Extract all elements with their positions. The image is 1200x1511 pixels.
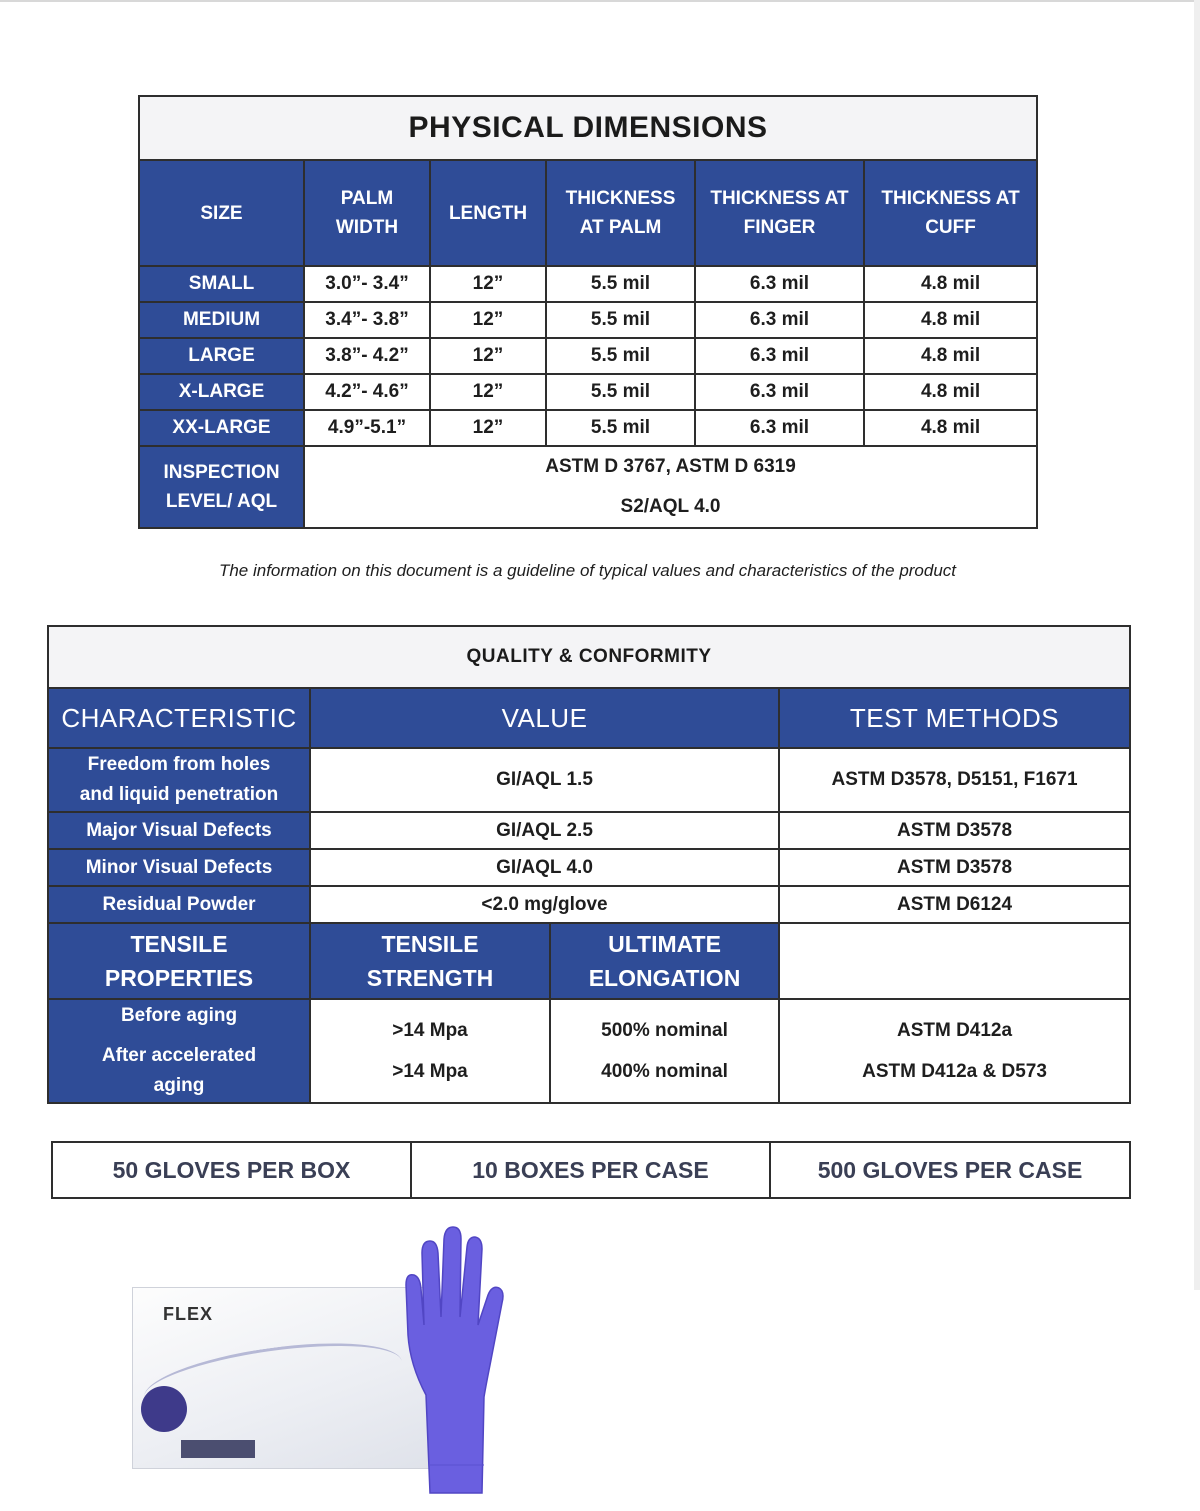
thickness-cuff-cell: 4.8 mil bbox=[864, 266, 1037, 302]
gloves-per-box: 50 GLOVES PER BOX bbox=[52, 1142, 411, 1198]
glove-box-image bbox=[132, 1287, 434, 1469]
table-row bbox=[48, 812, 1130, 849]
palm-width-cell: 4.2”- 4.6” bbox=[304, 374, 430, 410]
inspection-label-line2: LEVEL/ AQL bbox=[165, 491, 278, 512]
characteristic-cell: Major Visual Defects bbox=[48, 812, 310, 849]
disclaimer-note: The information on this document is a guideline of typical values and characteristics of the product bbox=[218, 561, 957, 580]
header-test-methods: TEST METHODS bbox=[779, 688, 1130, 748]
table-row bbox=[48, 999, 1130, 1103]
thickness-palm-cell: 5.5 mil bbox=[546, 374, 695, 410]
after-aging-label-line2: aging bbox=[153, 1075, 205, 1096]
palm-width-cell: 3.8”- 4.2” bbox=[304, 338, 430, 374]
test-method-cell: ASTM D3578 bbox=[779, 812, 1130, 849]
elongation-line2: ELONGATION bbox=[588, 965, 741, 991]
physical-dimensions-table bbox=[138, 95, 1038, 529]
header-palm-width-line1: PALM bbox=[340, 188, 394, 209]
boxes-per-case: 10 BOXES PER CASE bbox=[411, 1142, 770, 1198]
table-row bbox=[139, 410, 1037, 446]
after-aging-label-line1: After accelerated bbox=[101, 1045, 257, 1066]
length-cell: 12” bbox=[430, 266, 546, 302]
inspection-label bbox=[139, 446, 304, 528]
value-cell: <2.0 mg/glove bbox=[310, 886, 779, 923]
table-row bbox=[48, 886, 1130, 923]
thickness-palm-cell: 5.5 mil bbox=[546, 410, 695, 446]
size-cell: SMALL bbox=[139, 266, 304, 302]
header-thickness-finger-line2: FINGER bbox=[743, 217, 816, 238]
strength-before-aging: >14 Mpa bbox=[392, 1020, 468, 1041]
palm-width-cell: 3.0”- 3.4” bbox=[304, 266, 430, 302]
test-after-aging: ASTM D412a & D573 bbox=[862, 1061, 1047, 1082]
box-emblem bbox=[141, 1386, 187, 1432]
brand-logo: FLEX bbox=[163, 1304, 214, 1324]
header-characteristic: CHARACTERISTIC bbox=[48, 688, 310, 748]
thickness-cuff-cell: 4.8 mil bbox=[864, 374, 1037, 410]
test-method-cell: ASTM D3578 bbox=[779, 849, 1130, 886]
packaging-table bbox=[51, 1141, 1131, 1199]
thickness-finger-cell: 6.3 mil bbox=[695, 338, 864, 374]
palm-width-cell: 4.9”-5.1” bbox=[304, 410, 430, 446]
characteristic-cell: Residual Powder bbox=[48, 886, 310, 923]
tensile-empty-cell bbox=[779, 923, 1130, 999]
length-cell: 12” bbox=[430, 374, 546, 410]
header-thickness-finger-line1: THICKNESS AT bbox=[710, 188, 849, 209]
physical-dimensions-title: PHYSICAL DIMENSIONS bbox=[139, 96, 1037, 160]
thickness-palm-cell: 5.5 mil bbox=[546, 302, 695, 338]
thickness-finger-cell: 6.3 mil bbox=[695, 302, 864, 338]
inspection-standard: ASTM D 3767, ASTM D 6319 bbox=[545, 456, 796, 477]
aging-tests-cell bbox=[779, 999, 1130, 1103]
box-label-band bbox=[181, 1440, 255, 1458]
length-cell: 12” bbox=[430, 338, 546, 374]
tensile-label-line1: TENSILE bbox=[130, 931, 228, 957]
elongation-before-aging: 500% nominal bbox=[601, 1020, 728, 1041]
length-cell: 12” bbox=[430, 410, 546, 446]
header-thickness-palm bbox=[546, 160, 695, 266]
strength-after-aging: >14 Mpa bbox=[392, 1061, 468, 1082]
header-palm-width bbox=[304, 160, 430, 266]
tensile-strength-line1: TENSILE bbox=[381, 931, 479, 957]
header-thickness-cuff bbox=[864, 160, 1037, 266]
thickness-palm-cell: 5.5 mil bbox=[546, 338, 695, 374]
tensile-strength-header bbox=[310, 923, 550, 999]
characteristic-cell: Minor Visual Defects bbox=[48, 849, 310, 886]
aging-strength-cell bbox=[310, 999, 550, 1103]
length-cell: 12” bbox=[430, 302, 546, 338]
header-thickness-palm-line1: THICKNESS bbox=[565, 188, 676, 209]
value-cell: GI/AQL 2.5 bbox=[310, 812, 779, 849]
nitrile-glove-image bbox=[400, 1225, 512, 1495]
value-cell: GI/AQL 1.5 bbox=[310, 748, 779, 812]
thickness-finger-cell: 6.3 mil bbox=[695, 410, 864, 446]
value-cell: GI/AQL 4.0 bbox=[310, 849, 779, 886]
header-thickness-cuff-line2: CUFF bbox=[925, 217, 976, 238]
test-method-cell: ASTM D3578, D5151, F1671 bbox=[779, 748, 1130, 812]
header-size: SIZE bbox=[139, 160, 304, 266]
quality-conformity-table bbox=[47, 625, 1131, 1104]
header-value: VALUE bbox=[310, 688, 779, 748]
aging-elongation-cell bbox=[550, 999, 779, 1103]
table-row bbox=[139, 374, 1037, 410]
inspection-label-line1: INSPECTION bbox=[163, 462, 280, 483]
size-cell: XX-LARGE bbox=[139, 410, 304, 446]
page-edge bbox=[1194, 0, 1200, 1290]
thickness-cuff-cell: 4.8 mil bbox=[864, 410, 1037, 446]
tensile-properties-label bbox=[48, 923, 310, 999]
header-palm-width-line2: WIDTH bbox=[335, 217, 399, 238]
header-length: LENGTH bbox=[430, 160, 546, 266]
tensile-strength-line2: STRENGTH bbox=[366, 965, 494, 991]
table-row bbox=[139, 266, 1037, 302]
thickness-cuff-cell: 4.8 mil bbox=[864, 302, 1037, 338]
gloves-per-case: 500 GLOVES PER CASE bbox=[770, 1142, 1130, 1198]
header-thickness-cuff-line1: THICKNESS AT bbox=[881, 188, 1020, 209]
header-thickness-palm-line2: AT PALM bbox=[579, 217, 662, 238]
thickness-cuff-cell: 4.8 mil bbox=[864, 338, 1037, 374]
inspection-aql: S2/AQL 4.0 bbox=[620, 496, 721, 517]
characteristic-cell bbox=[48, 748, 310, 812]
table-row bbox=[139, 302, 1037, 338]
ultimate-elongation-header bbox=[550, 923, 779, 999]
inspection-value bbox=[304, 446, 1037, 528]
tensile-label-line2: PROPERTIES bbox=[104, 965, 254, 991]
elongation-after-aging: 400% nominal bbox=[601, 1061, 728, 1082]
header-thickness-finger bbox=[695, 160, 864, 266]
size-cell: MEDIUM bbox=[139, 302, 304, 338]
table-row bbox=[139, 338, 1037, 374]
test-before-aging: ASTM D412a bbox=[896, 1020, 1013, 1041]
characteristic-line1: Freedom from holes bbox=[87, 754, 271, 775]
size-cell: LARGE bbox=[139, 338, 304, 374]
table-row bbox=[48, 748, 1130, 812]
test-method-cell: ASTM D6124 bbox=[779, 886, 1130, 923]
product-image bbox=[132, 1225, 512, 1495]
size-cell: X-LARGE bbox=[139, 374, 304, 410]
elongation-line1: ULTIMATE bbox=[608, 931, 721, 957]
characteristic-line2: and liquid penetration bbox=[79, 784, 279, 805]
aging-labels-cell bbox=[48, 999, 310, 1103]
table-row bbox=[48, 849, 1130, 886]
thickness-finger-cell: 6.3 mil bbox=[695, 266, 864, 302]
palm-width-cell: 3.4”- 3.8” bbox=[304, 302, 430, 338]
top-divider bbox=[0, 0, 1200, 2]
quality-conformity-title: QUALITY & CONFORMITY bbox=[48, 626, 1130, 688]
thickness-finger-cell: 6.3 mil bbox=[695, 374, 864, 410]
thickness-palm-cell: 5.5 mil bbox=[546, 266, 695, 302]
before-aging-label: Before aging bbox=[120, 1005, 238, 1026]
